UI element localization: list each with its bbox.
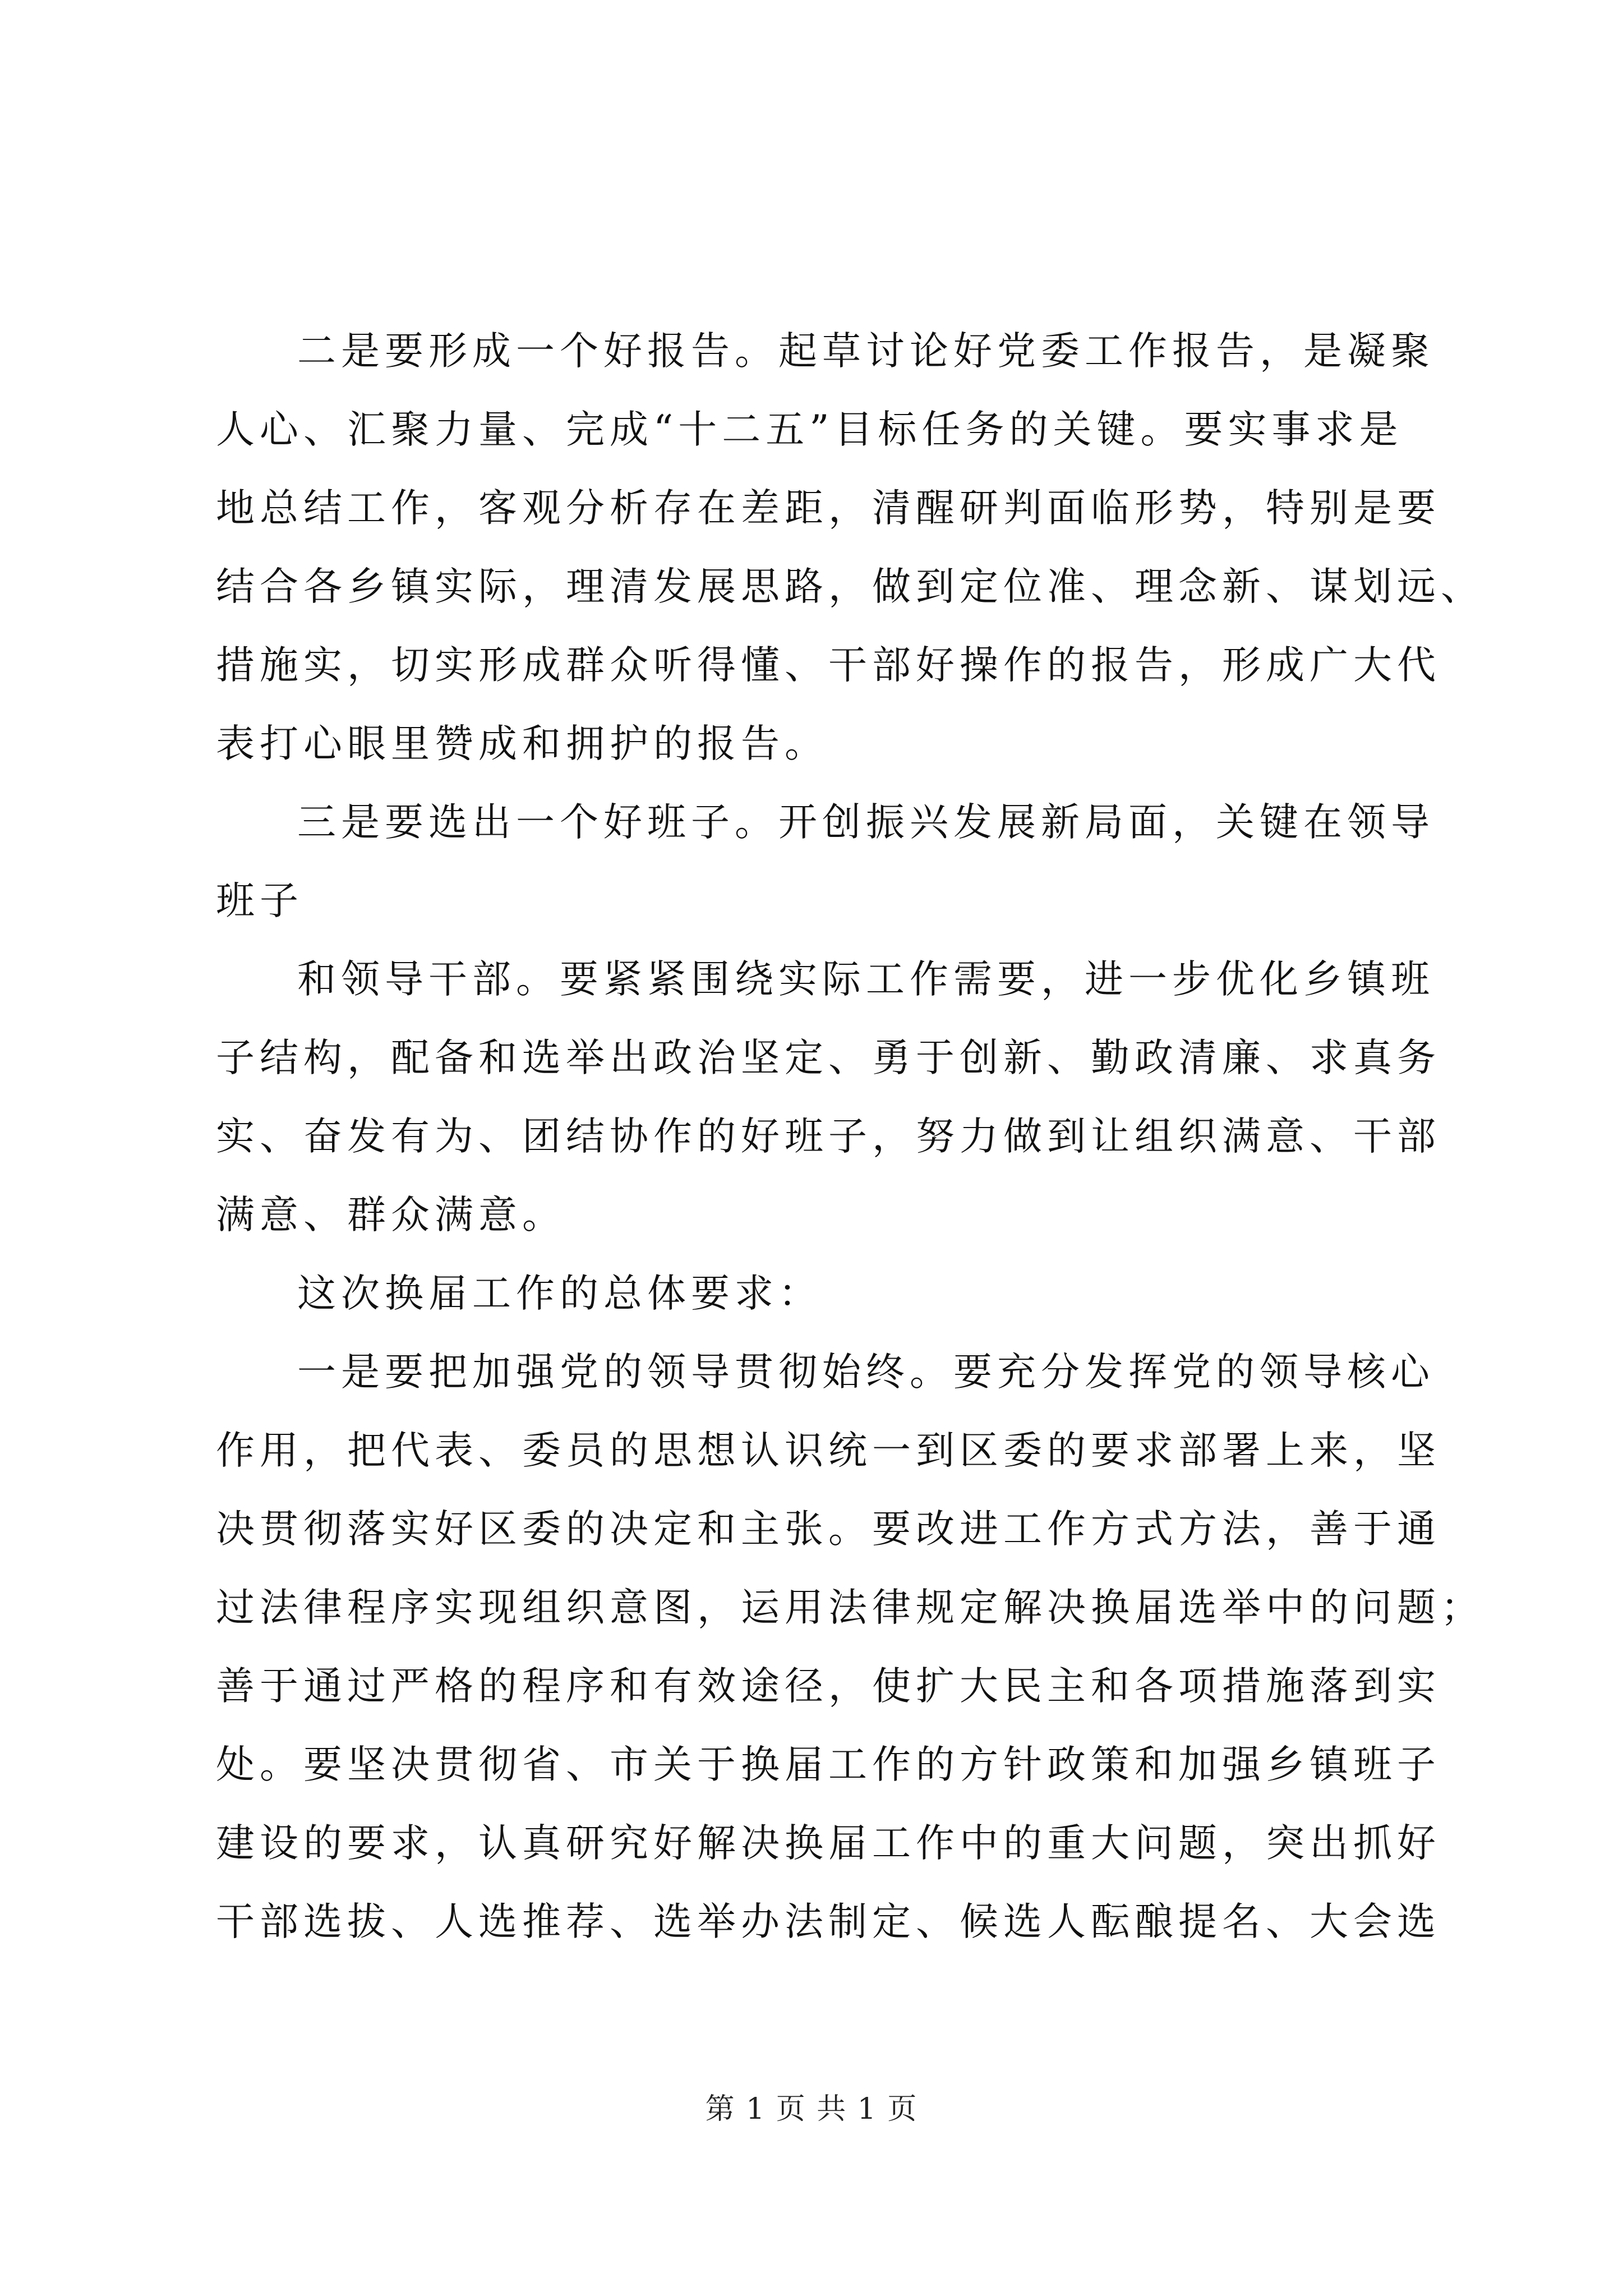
paragraph-line: 班子 xyxy=(216,878,303,923)
page-footer xyxy=(0,2087,1623,2132)
paragraph-line: 结合各乡镇实际，理清发展思路，做到定位准、理念新、谋划远、 xyxy=(216,564,1484,609)
paragraph-line: 善于通过严格的程序和有效途径，使扩大民主和各项措施落到实 xyxy=(216,1664,1441,1709)
paragraph-line: 表打心眼里赞成和拥护的报告。 xyxy=(216,721,828,766)
paragraph-line: 作用，把代表、委员的思想认识统一到区委的要求部署上来，坚 xyxy=(216,1428,1441,1473)
paragraph-line: 决贯彻落实好区委的决定和主张。要改进工作方式方法，善于通 xyxy=(216,1507,1441,1552)
paragraph-line: 一是要把加强党的领导贯彻始终。要充分发挥党的领导核心 xyxy=(297,1350,1435,1395)
paragraph-line: 建设的要求，认真研究好解决换届工作中的重大问题，突出抓好 xyxy=(216,1821,1441,1866)
page-number-label: 第 1 页 共 1 页 xyxy=(705,2092,918,2126)
paragraph-line: 干部选拔、人选推荐、选举办法制定、候选人酝酿提名、大会选 xyxy=(216,1899,1441,1944)
paragraph-line: 满意、群众满意。 xyxy=(216,1193,566,1237)
paragraph-line: 措施实，切实形成群众听得懂、干部好操作的报告，形成广大代 xyxy=(216,643,1441,688)
paragraph-line: 过法律程序实现组织意图，运用法律规定解决换届选举中的问题； xyxy=(216,1585,1484,1630)
paragraph-line: 这次换届工作的总体要求： xyxy=(297,1271,822,1316)
paragraph-line: 处。要坚决贯彻省、市关于换届工作的方针政策和加强乡镇班子 xyxy=(216,1742,1441,1787)
paragraph-line: 地总结工作，客观分析存在差距，清醒研判面临形势，特别是要 xyxy=(216,486,1441,531)
paragraph-line: 实、奋发有为、团结协作的好班子，努力做到让组织满意、干部 xyxy=(216,1114,1441,1159)
paragraph-line: 子结构，配备和选举出政治坚定、勇于创新、勤政清廉、求真务 xyxy=(216,1036,1441,1080)
paragraph-line: 二是要形成一个好报告。起草讨论好党委工作报告，是凝聚 xyxy=(297,329,1435,374)
paragraph-line: 三是要选出一个好班子。开创振兴发展新局面，关键在领导 xyxy=(297,800,1435,845)
paragraph-line: 人心、汇聚力量、完成“十二五”目标任务的关键。要实事求是 xyxy=(216,407,1403,452)
paragraph-line: 和领导干部。要紧紧围绕实际工作需要，进一步优化乡镇班 xyxy=(297,957,1435,1002)
